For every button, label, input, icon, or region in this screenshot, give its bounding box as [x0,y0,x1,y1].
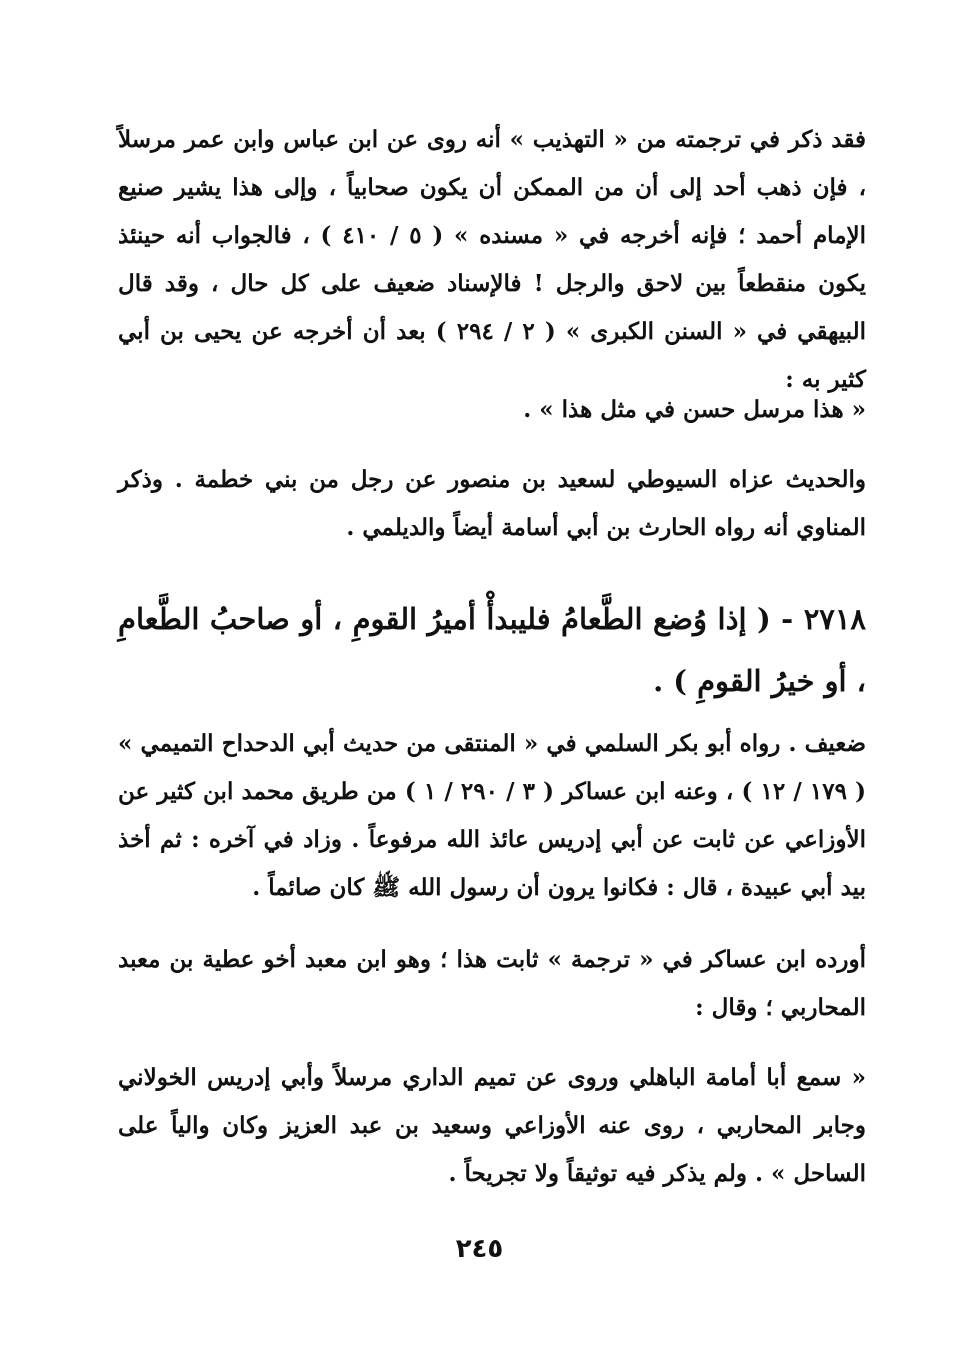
paragraph-grading: ضعيف . رواه أبو بكر السلمي في « المنتقى من حديث أبي الدحداح التميمي » ( ١٧٩ / ١٢ ) ، وعنه ابن عساكر ( ٣ / ٢٩٠ / ١ ) من طريق محمد ابن كثير عن الأوزاعي عن ثابت عن أبي إدريس عائذ الله مرفوعاً . وزاد في آخره : ثم أخذ بيد أبي عبيدة ، قال : فكانوا يرون أن رسول الله ﷺ كان صائماً . [118,730,866,901]
page-number: ٢٤٥ [455,1234,504,1264]
hadith-heading: ٢٧١٨ - ( إذا وُضع الطَّعامُ فليبدأْ أميرُ القومِ ، أو صاحبُ الطَّعامِ ، أو خيرُ القومِ ) . [118,602,866,698]
paragraph-ibn-asakir: أورده ابن عساكر في « ترجمة » ثابت هذا ؛ وهو ابن معبد أخو عطية بن معبد المحاربي ؛ وقال : [118,946,866,1021]
paragraph-narrator-quote: « سمع أبا أمامة الباهلي وروى عن تميم الداري مرسلاً وأبي إدريس الخولاني وجابر المحاربي ، روى عنه الأوزاعي وسعيد بن عبد العزيز وكان والياً على الساحل » . ولم يذكر فيه توثيقاً ولا تجريحاً . [118,1064,866,1187]
paragraph-suyuti-attribution: والحديث عزاه السيوطي لسعيد بن منصور عن رجل من بني خطمة . وذكر المناوي أنه رواه الحارث بن أبي أسامة أيضاً والديلمي . [118,466,866,541]
paragraph-bayhaqi-quote: « هذا مرسل حسن في مثل هذا » . [523,396,866,423]
paragraph-biography-discussion: فقد ذكر في ترجمته من « التهذيب » أنه روى عن ابن عباس وابن عمر مرسلاً ، فإن ذهب أحد إلى أن من الممكن أن يكون صحابياً ، وإلى هذا يشير صنيع الإمام أحمد ؛ فإنه أخرجه في « مسنده » ( ٥ / ٤١٠ ) ، فالجواب أنه حينئذ يكون منقطعاً بين لاحق والرجل ! فالإسناد ضعيف على كل حال ، وقد قال البيهقي في « السنن الكبرى » ( ٢ / ٢٩٤ ) بعد أن أخرجه عن يحيى بن أبي كثير به : [118,126,867,393]
